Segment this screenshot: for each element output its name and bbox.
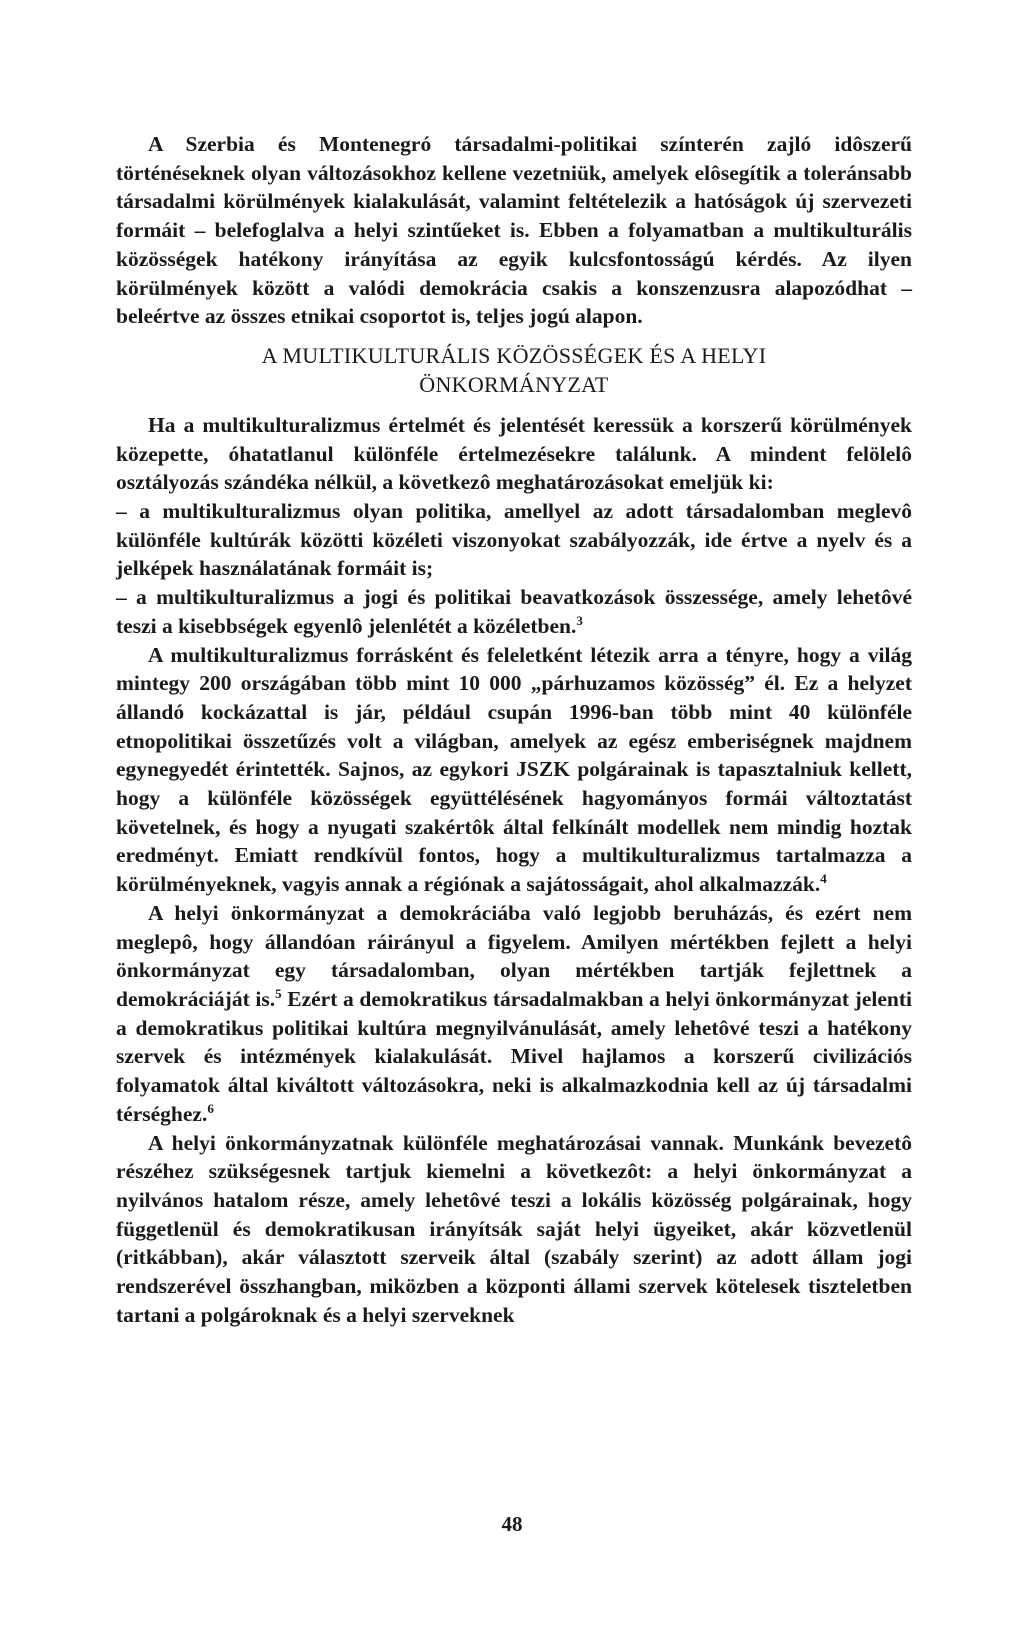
intro-paragraph: A Szerbia és Montenegró társadalmi-politikai színterén zajló idôszerű történéseknek olyan változásokhoz kellene vezetniük, amelyek elôsegítik a toleránsabb társadalmi körülmények kialakulását, valamint feltételezik a hatóságok új szervezeti formáit – belefoglalva a helyi szintűeket is. Ebben a folyamatban a multikulturális közösségek hatékony irányítása az egyik kulcsfontosságú kérdés. Az ilyen körülmények között a valódi demokrácia csakis a konszenzusra alapozódhat – beleértve az összes etnikai csoportot is, teljes jogú alapon.: [116, 132, 912, 329]
paragraph-definitions: A helyi önkormányzatnak különféle meghatározásai vannak. Munkánk bevezetô részéhez szükségesnek tartjuk kiemelni a következôt: a helyi önkormányzat a nyilvános hatalom része, amely lehetôvé teszi a lokális közösség polgárainak, hogy függetlenül és demokratikusan irányítsák saját helyi ügyeiket, akár közvetlenül (ritkábban), akár választott szerveik által (szabály szerint) az adott állam jogi rendszerével összhangban, miközben a központi állami szervek kötelesek tiszteletben tartani a polgároknak és a helyi szerveknek: [116, 1130, 912, 1327]
footnote-ref-6: 6: [207, 1100, 214, 1116]
page-number: 48: [501, 1512, 523, 1536]
definition-item-1: – a multikulturalizmus olyan politika, amellyel az adott társadalomban meglevô különféle kultúrák közötti közéleti viszonyokat szabályozzák, ide értve a nyelv és a jelképek használatának formáit is;: [116, 499, 912, 581]
paragraph-local-government-text-b: Ezért a demokratikus társadalmakban a helyi önkormányzat jelenti a demokratikus politikai kultúra megnyilvánulását, amely lehetôvé teszi a hatékony szervek és intézmények kialakulását. Mivel hajlamos a korszerű civilizációs folyamatok által kiváltott változásokra, neki is alkalmazkodnia kell az új társadalmi térséghez.: [116, 986, 912, 1126]
paragraph-local-government: [116, 899, 912, 1129]
paragraph-sources: [116, 641, 912, 899]
section-heading-line-1: A MULTIKULTURÁLIS KÖZÖSSÉGEK ÉS A HELYI: [261, 342, 767, 368]
paragraph-sources-text: A multikulturalizmus forrásként és feleletként létezik arra a tényre, hogy a világ mintegy 200 országában több mint 10 000 „párhuzamos közösség” él. Ez a helyzet állandó kockázattal is jár, például csupán 1996-ban több mint 40 különféle etnopolitikai összetűzés volt a világban, amelyek az egész emberiségnek majdnem egynegyedét érintették. Sajnos, az egykori JSZK polgárainak is tapasztalniuk kellett, hogy a különféle közösségek együttélésének hagyományos formái változtatást követelnek, és hogy a nyugati szakértôk által felkínált modellek nem mindig hoztak eredményt. Emiatt rendkívül fontos, hogy a multikulturalizmus tartalmazza a körülményeknek, vagyis annak a régiónak a sajátosságait, ahol alkalmazzák.: [116, 642, 912, 897]
footnote-ref-4: 4: [820, 871, 827, 887]
paragraph-definition-intro: Ha a multikulturalizmus értelmét és jelentését keressük a korszerű körülmények közepette, óhatatlanul különféle értelmezésekre találunk. A mindent felölelô osztályozás szándéka nélkül, a következô meghatározásokat emeljük ki:: [116, 412, 912, 495]
section-heading-line-2: ÖNKORMÁNYZAT: [419, 371, 609, 397]
footnote-ref-5: 5: [275, 985, 282, 1001]
definition-item-2: [116, 583, 912, 640]
section-heading: [116, 341, 912, 399]
paragraph-local-government-text-a: A helyi önkormányzat a demokráciába való legjobb beruházás, és ezért nem meglepô, hogy állandóan ráirányul a figyelem. Amilyen mértékben fejlett a helyi önkormányzat egy társadalomban, olyan mértékben tartják fejlettnek a demokráciáját is.: [116, 900, 912, 1011]
footnote-ref-3: 3: [576, 612, 583, 628]
page-body: [116, 130, 912, 1329]
definition-item-2-text: – a multikulturalizmus a jogi és politikai beavatkozások összessége, amely lehetôvé teszi a kisebbségek egyenlô jelenlétét a közéletben.: [116, 585, 912, 638]
